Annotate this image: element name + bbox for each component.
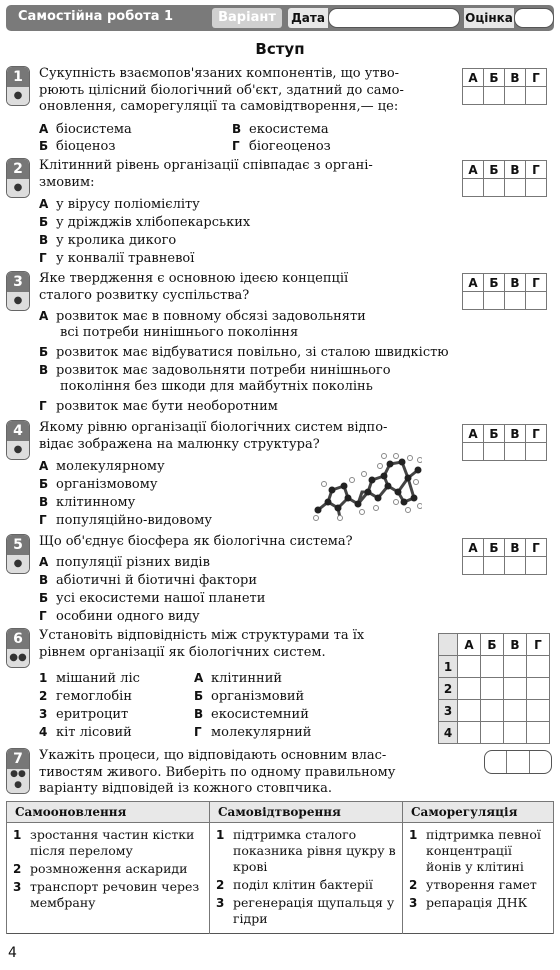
answer-option: В у кролика дикого [39,233,177,248]
answer-option: Г особини одного виду [39,609,200,624]
score-label: Оцінка [464,8,514,28]
worksheet-header [6,5,554,45]
list-item: 2 утворення гамет [409,877,537,892]
score-field[interactable] [514,8,554,28]
answer-option: Б біоценоз [39,139,116,154]
page-number: 4 [8,945,17,961]
match-item: 4 кіт лісовий [39,725,132,740]
answer-option: В клітинному [39,495,136,510]
worksheet-title: Самостійна робота 1 [18,9,174,24]
molecule-illustration [312,452,422,522]
question-text: Укажіть процеси, що відповідають основним влас- тивостям живого. Виберіть по одному правильному варіанту відповідей із кожного стовпчика. [39,748,396,796]
match-item: 2 гемоглобін [39,689,132,704]
list-item: 3 регенерація щупальця у гідри [216,895,395,926]
match-item: 1 мішаний ліс [39,671,140,686]
question-text: Яке твердження є основною ідеєю концепції сталого розвитку суспільства? [39,271,349,303]
question-number-badge: 6 ●● [6,628,30,668]
answer-option: Г розвиток має бути необоротним [39,399,278,414]
answer-boxes[interactable] [484,750,552,774]
date-label: Дата [288,8,328,28]
answer-option: А біосистема [39,122,132,137]
matching-grid[interactable]: А Б В Г 1 2 3 4 [438,633,550,744]
answer-option: Б розвиток має відбуватися повільно, зі сталою швидкістю [39,345,449,360]
date-field[interactable] [328,8,460,28]
list-item: 1 підтримка певної концентрації йонів у клітині [409,827,541,874]
match-option: А клітинний [194,671,283,686]
match-option: Г молекулярний [194,725,312,740]
answer-option: Б усі екосистеми нашої планети [39,591,266,606]
answer-option: А розвиток має в повному обсязі задовольняти всі потреби нинішнього покоління [39,309,366,340]
variant-label: Варіант 2 [212,8,282,28]
match-option: В екосистемний [194,707,309,722]
question-number-badge: 3 ● [6,271,30,311]
list-item: 2 поділ клітин бактерії [216,877,373,892]
answer-option: В екосистема [232,122,329,137]
answer-option: А популяції різних видів [39,555,210,570]
question-number-badge: 4 ● [6,420,30,460]
answer-option: А молекулярному [39,459,165,474]
question-number-badge: 7 ●● ● [6,748,30,794]
match-option: Б організмовий [194,689,305,704]
answer-option: Г біогеоценоз [232,139,331,154]
properties-table [6,801,554,934]
question-text: Якому рівню організації біологічних систем відпо- відає зображена на малюнку структура? [39,420,388,452]
answer-grid[interactable]: А Б В Г [462,273,547,310]
column-header: Самовідтворення [210,802,403,823]
question-text: Сукупність взаємопов'язаних компонентів, що утво- рюють цілісний біологічний об'єкт, здатний до само- оновлення, саморегуляції та самовідтворення,— це: [39,66,404,114]
answer-option: А у вірусу поліомієліту [39,197,200,212]
list-item: 3 репарація ДНК [409,895,528,910]
answer-option: Г у конвалії травневої [39,251,195,266]
question-number-badge: 2 ● [6,158,30,198]
answer-option: В розвиток має задовольняти потреби нинішнього покоління без шкоди для майбутніх поколінь [39,363,391,394]
answer-grid[interactable]: А Б В Г [462,160,547,197]
list-item: 3 транспорт речовин через мембрану [13,879,200,910]
question-number-badge: 1 ● [6,66,30,106]
question-text: Установіть відповідність між структурами та їх рівнем організації як біологічних систем. [39,628,365,660]
answer-option: Б організмовому [39,477,158,492]
answer-option: Г популяційно-видовому [39,513,213,528]
list-item: 1 підтримка сталого показника рівня цукру в крові [216,827,396,874]
list-item: 1 зростання частин кістки після перелому [13,827,195,858]
answer-grid[interactable]: А Б В Г [462,424,547,461]
question-text: Що об'єднує біосфера як біологічна система? [39,534,353,549]
match-item: 3 еритроцит [39,707,129,722]
question-text: Клітинний рівень організації співпадає з органі- змовим: [39,158,373,190]
answer-grid[interactable]: А Б В Г [462,68,547,105]
list-item: 2 розмноження аскариди [13,861,188,876]
answer-option: В абіотичні й біотичні фактори [39,573,258,588]
question-number-badge: 5 ● [6,534,30,574]
column-header: Саморегуляція [403,802,554,823]
answer-grid[interactable]: А Б В Г [462,538,547,575]
answer-option: Б у дріжджів хлібопекарських [39,215,251,230]
column-header: Самооновлення [7,802,210,823]
section-title: Вступ [255,40,305,58]
